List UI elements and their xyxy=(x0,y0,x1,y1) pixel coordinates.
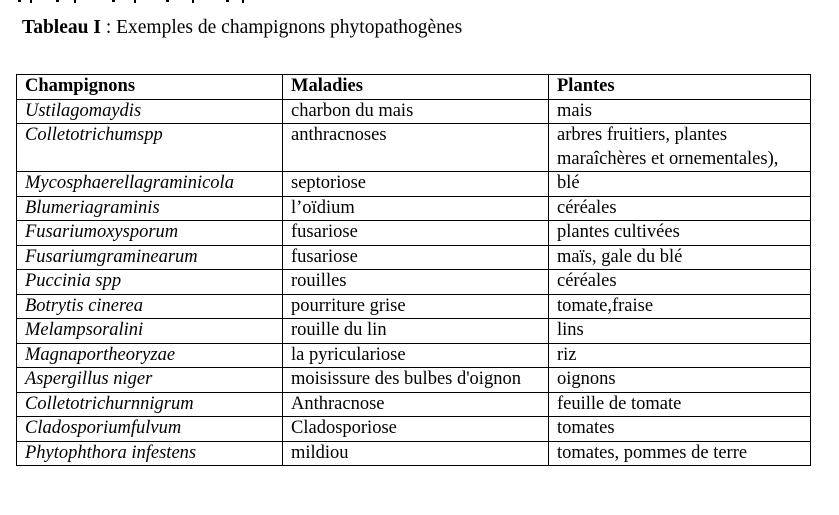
table-row xyxy=(17,124,811,172)
cell-maladie: Anthracnose xyxy=(283,392,549,417)
table-row xyxy=(17,270,811,295)
cell-maladie: mildiou xyxy=(283,441,549,466)
cell-maladie: fusariose xyxy=(283,245,549,270)
cell-plante: mais xyxy=(549,99,811,124)
table-row xyxy=(17,99,811,124)
cell-plante: riz xyxy=(549,343,811,368)
cell-champignon: Fusariumoxysporum xyxy=(17,221,283,246)
cell-maladie: fusariose xyxy=(283,221,549,246)
table-caption-label: Tableau I xyxy=(22,17,101,38)
clipped-previous-line xyxy=(16,0,296,3)
cell-plante: céréales xyxy=(549,196,811,221)
cell-champignon: Aspergillus niger xyxy=(17,368,283,393)
cell-maladie: la pyriculariose xyxy=(283,343,549,368)
cell-champignon: Magnaportheoryzae xyxy=(17,343,283,368)
cell-plante: plantes cultivées xyxy=(549,221,811,246)
table-caption xyxy=(22,16,462,40)
cell-maladie: pourriture grise xyxy=(283,294,549,319)
cell-plante: maïs, gale du blé xyxy=(549,245,811,270)
table-row xyxy=(17,319,811,344)
cell-champignon: Cladosporiumfulvum xyxy=(17,417,283,442)
clipped-text-fragment xyxy=(16,0,296,3)
pathogenic-fungi-table xyxy=(16,74,811,466)
table-row xyxy=(17,368,811,393)
cell-maladie: anthracnoses xyxy=(283,124,549,172)
cell-maladie: rouille du lin xyxy=(283,319,549,344)
table-row xyxy=(17,392,811,417)
column-header-champignons: Champignons xyxy=(17,75,283,100)
cell-plante: tomate,fraise xyxy=(549,294,811,319)
cell-plante: tomates xyxy=(549,417,811,442)
column-header-maladies: Maladies xyxy=(283,75,549,100)
cell-maladie: septoriose xyxy=(283,172,549,197)
column-header-plantes: Plantes xyxy=(549,75,811,100)
cell-champignon: Colletotrichumspp xyxy=(17,124,283,172)
table-row xyxy=(17,221,811,246)
table-row xyxy=(17,343,811,368)
cell-champignon: Melampsoralini xyxy=(17,319,283,344)
table-row xyxy=(17,417,811,442)
cell-plante: blé xyxy=(549,172,811,197)
cell-maladie: rouilles xyxy=(283,270,549,295)
cell-champignon: Botrytis cinerea xyxy=(17,294,283,319)
cell-maladie: charbon du mais xyxy=(283,99,549,124)
table-row xyxy=(17,196,811,221)
cell-champignon: Mycosphaerellagraminicola xyxy=(17,172,283,197)
cell-plante: oignons xyxy=(549,368,811,393)
cell-champignon: Blumeriagraminis xyxy=(17,196,283,221)
cell-plante: lins xyxy=(549,319,811,344)
cell-champignon: Fusariumgraminearum xyxy=(17,245,283,270)
table-caption-text: : Exemples de champignons phytopathogènes xyxy=(100,17,463,38)
cell-champignon: Ustilagomaydis xyxy=(17,99,283,124)
table-header-row xyxy=(17,75,811,100)
cell-plante: céréales xyxy=(549,270,811,295)
cell-champignon: Colletotrichurnnigrum xyxy=(17,392,283,417)
cell-plante: arbres fruitiers, plantes maraîchères et ornementales), xyxy=(549,124,811,172)
cell-maladie: l’oïdium xyxy=(283,196,549,221)
table-row xyxy=(17,245,811,270)
table-row xyxy=(17,172,811,197)
cell-maladie: moisissure des bulbes d'oignon xyxy=(283,368,549,393)
table-row xyxy=(17,294,811,319)
cell-plante: feuille de tomate xyxy=(549,392,811,417)
cell-maladie: Cladosporiose xyxy=(283,417,549,442)
cell-plante: tomates, pommes de terre xyxy=(549,441,811,466)
table-row xyxy=(17,441,811,466)
cell-champignon: Phytophthora infestens xyxy=(17,441,283,466)
cell-champignon: Puccinia spp xyxy=(17,270,283,295)
